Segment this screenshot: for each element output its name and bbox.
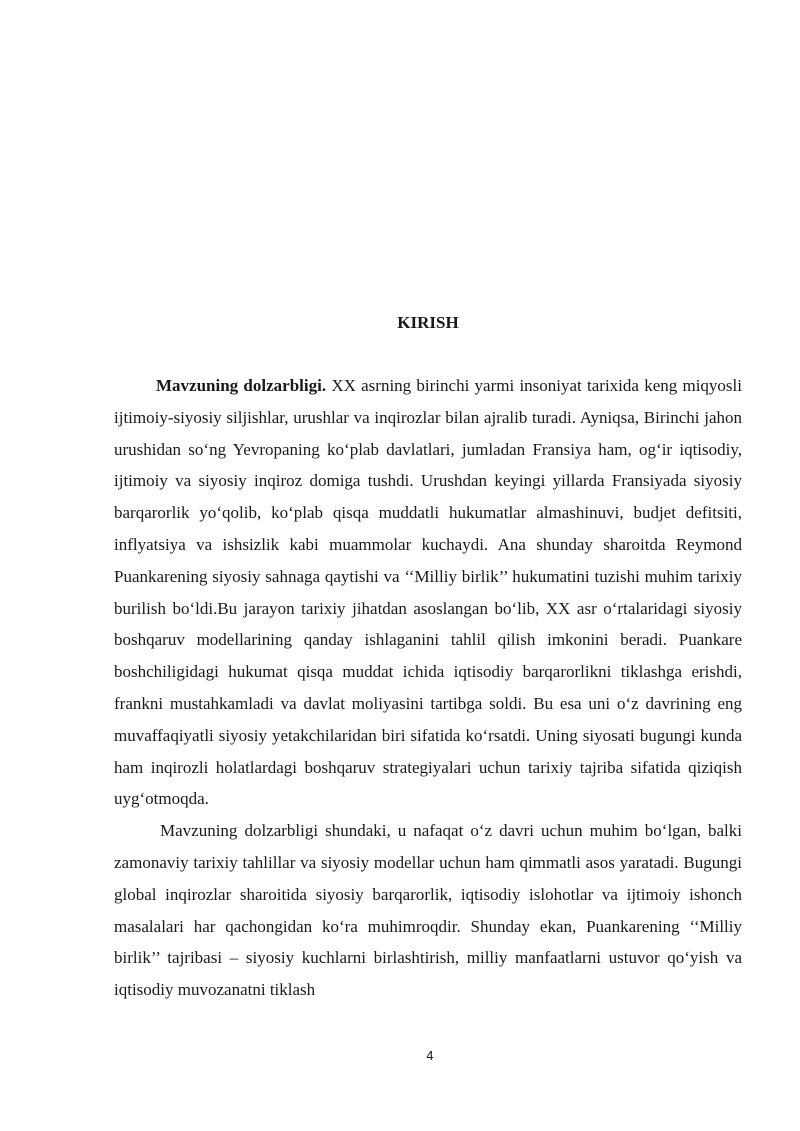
section-heading: KIRISH <box>397 313 459 332</box>
paragraph-2 <box>114 815 742 1006</box>
paragraph-1 <box>114 370 742 815</box>
paragraph-2-text: Mavzuning dolzarbligi shundaki, u nafaqat o‘z davri uchun muhim bo‘lgan, balki zamonaviy tarixiy tahlillar va siyosiy modellar uchun ham qimmatli asos yaratadi. Bugungi global inqirozlar sharoitida siyosiy barqarorlik, iqtisodiy islohotlar va ijtimoiy ishonch masalalari har qachongidan ko‘ra muhimroqdir. Shunday ekan, Puankarening ‘‘Milliy birlik’’ tajribasi – siyosiy kuchlarni birlashtirish, milliy manfaatlarni ustuvor qo‘yish va iqtisodiy muvozanatni tiklash <box>114 821 742 1000</box>
paragraph-lead: Mavzuning dolzarbligi. <box>156 376 327 395</box>
body-text <box>114 370 742 1006</box>
paragraph-1-text: XX asrning birinchi yarmi insoniyat tarixida keng miqyosli ijtimoiy-siyosiy siljishlar, urushlar va inqirozlar bilan ajralib turadi. Ayniqsa, Birinchi jahon urushidan so‘ng Yevropaning ko‘plab davlatlari, jumladan Fransiya ham, og‘ir iqtisodiy, ijtimoiy va siyosiy inqiroz domiga tushdi. Urushdan keyingi yillarda Fransiyada siyosiy barqarorlik yo‘qolib, ko‘plab qisqa muddatli hukumatlar almashinuvi, budjet defitsiti, inflyatsiya va ishsizlik kabi muammolar kuchaydi. Ana shunday sharoitda Reymond Puankarening siyosiy sahnaga qaytishi va ‘‘Milliy birlik’’ hukumatini tuzishi muhim tarixiy burilish bo‘ldi.Bu jarayon tarixiy jihatdan asoslangan bo‘lib, XX asr o‘rtalaridagi siyosiy boshqaruv modellarining qanday ishlaganini tahlil qilish imkonini beradi. Puankare boshchiligidagi hukumat qisqa muddat ichida iqtisodiy barqarorlikni tiklashga erishdi, frankni mustahkamladi va davlat moliyasini tartibga soldi. Bu esa uni o‘z davrining eng muvaffaqiyatli siyosiy yetakchilaridan biri sifatida ko‘rsatdi. Uning siyosati bugungi kunda ham inqirozli holatlardagi boshqaruv strategiyalari uchun tarixiy tajriba sifatida qiziqish uyg‘otmoqda. <box>114 376 742 809</box>
page-number: 4 <box>426 1049 434 1063</box>
